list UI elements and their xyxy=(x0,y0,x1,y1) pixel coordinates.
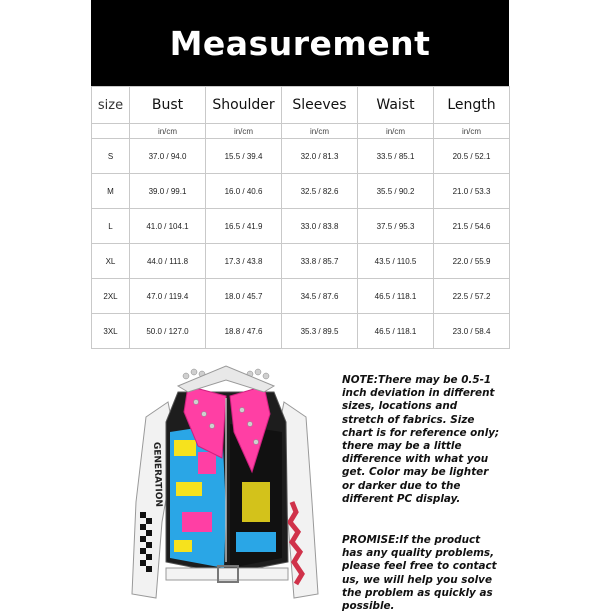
header-sleeves: Sleeves xyxy=(282,87,358,124)
jacket-image xyxy=(126,362,326,600)
size-label: 3XL xyxy=(92,314,130,349)
unit-cell xyxy=(92,124,130,139)
table-cell: 43.5 / 110.5 xyxy=(358,244,434,279)
table-cell: 33.8 / 85.7 xyxy=(282,244,358,279)
table-cell: 20.5 / 52.1 xyxy=(434,139,510,174)
table-cell: 34.5 / 87.6 xyxy=(282,279,358,314)
table-cell: 22.5 / 57.2 xyxy=(434,279,510,314)
note-text: NOTE:There may be 0.5-1 inch deviation in different sizes, locations and stretch of fabrics. Size chart is for reference only; there may be a little difference with what you get. Color may be lighter or darker due to the different PC display. xyxy=(342,374,500,505)
table-cell: 33.5 / 85.1 xyxy=(358,139,434,174)
unit-cell: in/cm xyxy=(206,124,282,139)
size-label: S xyxy=(92,139,130,174)
table-cell: 16.5 / 41.9 xyxy=(206,209,282,244)
page-title: Measurement xyxy=(91,0,509,86)
table-row xyxy=(92,174,510,209)
table-cell: 41.0 / 104.1 xyxy=(130,209,206,244)
unit-cell: in/cm xyxy=(282,124,358,139)
table-cell: 33.0 / 83.8 xyxy=(282,209,358,244)
table-cell: 18.0 / 45.7 xyxy=(206,279,282,314)
table-row xyxy=(92,244,510,279)
table-row xyxy=(92,279,510,314)
table-cell: 15.5 / 39.4 xyxy=(206,139,282,174)
size-label: XL xyxy=(92,244,130,279)
unit-cell: in/cm xyxy=(130,124,206,139)
table-cell: 39.0 / 99.1 xyxy=(130,174,206,209)
header-row xyxy=(92,87,510,124)
header-bust: Bust xyxy=(130,87,206,124)
table-cell: 32.0 / 81.3 xyxy=(282,139,358,174)
table-cell: 44.0 / 111.8 xyxy=(130,244,206,279)
size-label: 2XL xyxy=(92,279,130,314)
jacket-illustration xyxy=(126,362,326,600)
table-cell: 46.5 / 118.1 xyxy=(358,279,434,314)
table-row xyxy=(92,139,510,174)
size-label: L xyxy=(92,209,130,244)
unit-cell: in/cm xyxy=(358,124,434,139)
unit-cell: in/cm xyxy=(434,124,510,139)
table-cell: 18.8 / 47.6 xyxy=(206,314,282,349)
size-table xyxy=(91,86,510,349)
table-cell: 47.0 / 119.4 xyxy=(130,279,206,314)
table-cell: 16.0 / 40.6 xyxy=(206,174,282,209)
table-cell: 35.5 / 90.2 xyxy=(358,174,434,209)
promise-text: PROMISE:If the product has any quality problems, please feel free to contact us, we will help you solve the problem as quickly as possible. xyxy=(342,534,497,613)
table-cell: 37.5 / 95.3 xyxy=(358,209,434,244)
header-waist: Waist xyxy=(358,87,434,124)
table-cell: 21.5 / 54.6 xyxy=(434,209,510,244)
table-cell: 50.0 / 127.0 xyxy=(130,314,206,349)
header-length: Length xyxy=(434,87,510,124)
table-cell: 32.5 / 82.6 xyxy=(282,174,358,209)
table-cell: 21.0 / 53.3 xyxy=(434,174,510,209)
sleeve-text: GENERATION xyxy=(151,441,164,508)
header-shoulder: Shoulder xyxy=(206,87,282,124)
table-cell: 46.5 / 118.1 xyxy=(358,314,434,349)
units-row xyxy=(92,124,510,139)
table-cell: 37.0 / 94.0 xyxy=(130,139,206,174)
table-row xyxy=(92,209,510,244)
table-cell: 23.0 / 58.4 xyxy=(434,314,510,349)
header-size: size xyxy=(92,87,130,124)
table-cell: 17.3 / 43.8 xyxy=(206,244,282,279)
notes-block xyxy=(342,374,502,613)
table-cell: 22.0 / 55.9 xyxy=(434,244,510,279)
table-row xyxy=(92,314,510,349)
size-label: M xyxy=(92,174,130,209)
table-cell: 35.3 / 89.5 xyxy=(282,314,358,349)
